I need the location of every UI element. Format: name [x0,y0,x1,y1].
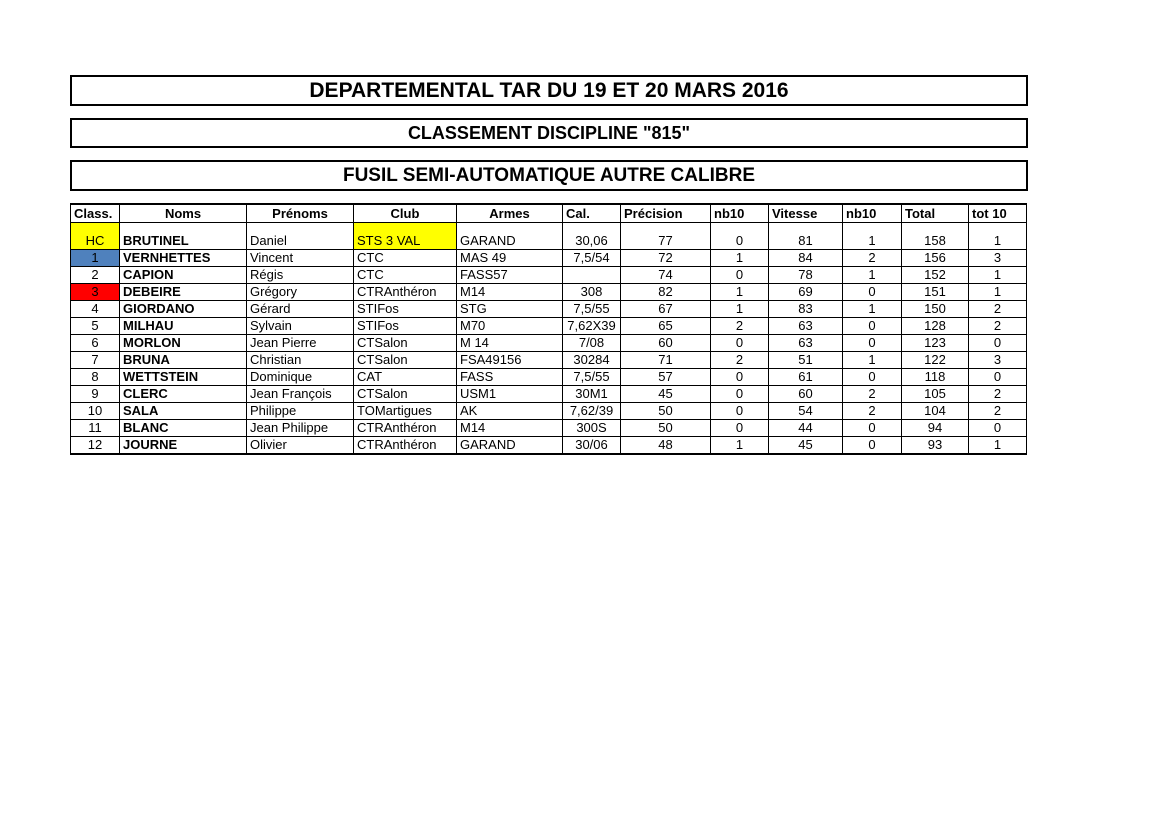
cell-club: CTRAnthéron [354,437,457,455]
cell-tot10: 0 [969,335,1027,352]
cell-calibre: 30,06 [563,223,621,250]
cell-nb10-precision: 2 [711,352,769,369]
cell-club: CTRAnthéron [354,420,457,437]
cell-rank: 5 [71,318,120,335]
cell-precision: 67 [621,301,711,318]
table-row [71,386,1027,403]
cell-nom: VERNHETTES [120,250,247,267]
cell-nb10-vitesse: 0 [843,284,902,301]
col-header-vitesse: Vitesse [769,204,843,223]
cell-total: 93 [902,437,969,455]
cell-precision: 77 [621,223,711,250]
table-row [71,420,1027,437]
cell-calibre [563,267,621,284]
cell-tot10: 1 [969,267,1027,284]
cell-total: 152 [902,267,969,284]
cell-nb10-precision: 0 [711,386,769,403]
cell-prenom: Dominique [247,369,354,386]
cell-total: 150 [902,301,969,318]
table-row [71,369,1027,386]
cell-precision: 65 [621,318,711,335]
cell-precision: 74 [621,267,711,284]
cell-nb10-vitesse: 1 [843,352,902,369]
discipline-title: CLASSEMENT DISCIPLINE "815" [70,118,1028,148]
cell-nom: MORLON [120,335,247,352]
cell-nom: DEBEIRE [120,284,247,301]
cell-nb10-precision: 0 [711,420,769,437]
cell-vitesse: 78 [769,267,843,284]
cell-calibre: 7,62X39 [563,318,621,335]
cell-total: 151 [902,284,969,301]
cell-total: 118 [902,369,969,386]
cell-nom: CLERC [120,386,247,403]
cell-tot10: 2 [969,318,1027,335]
cell-rank: 12 [71,437,120,455]
cell-vitesse: 69 [769,284,843,301]
cell-precision: 82 [621,284,711,301]
cell-club: STIFos [354,318,457,335]
cell-nb10-precision: 0 [711,403,769,420]
cell-vitesse: 63 [769,318,843,335]
cell-nb10-vitesse: 0 [843,369,902,386]
cell-rank: 2 [71,267,120,284]
cell-precision: 48 [621,437,711,455]
cell-vitesse: 60 [769,386,843,403]
table-row [71,284,1027,301]
cell-nb10-vitesse: 2 [843,386,902,403]
cell-calibre: 30/06 [563,437,621,455]
cell-calibre: 7,5/55 [563,301,621,318]
cell-nb10-precision: 1 [711,284,769,301]
cell-vitesse: 63 [769,335,843,352]
col-header-prenoms: Prénoms [247,204,354,223]
cell-club: STIFos [354,301,457,318]
cell-prenom: Grégory [247,284,354,301]
cell-club: CTC [354,250,457,267]
cell-prenom: Gérard [247,301,354,318]
cell-nom: SALA [120,403,247,420]
cell-nb10-precision: 0 [711,267,769,284]
col-header-cal: Cal. [563,204,621,223]
header-row [71,204,1027,223]
cell-total: 123 [902,335,969,352]
cell-arme: M14 [457,420,563,437]
cell-precision: 57 [621,369,711,386]
cell-rank: 6 [71,335,120,352]
cell-rank: 7 [71,352,120,369]
cell-tot10: 1 [969,284,1027,301]
cell-club: CTC [354,267,457,284]
cell-vitesse: 84 [769,250,843,267]
cell-nom: BLANC [120,420,247,437]
category-title: FUSIL SEMI-AUTOMATIQUE AUTRE CALIBRE [70,160,1028,191]
cell-precision: 50 [621,403,711,420]
cell-nb10-precision: 0 [711,223,769,250]
table-row [71,352,1027,369]
cell-nom: CAPION [120,267,247,284]
cell-nom: WETTSTEIN [120,369,247,386]
table-row [71,267,1027,284]
cell-prenom: Sylvain [247,318,354,335]
cell-precision: 50 [621,420,711,437]
table-row [71,437,1027,455]
col-header-class: Class. [71,204,120,223]
cell-precision: 72 [621,250,711,267]
cell-calibre: 7,62/39 [563,403,621,420]
cell-precision: 45 [621,386,711,403]
cell-prenom: Jean Pierre [247,335,354,352]
col-header-precision: Précision [621,204,711,223]
cell-calibre: 7/08 [563,335,621,352]
cell-calibre: 7,5/55 [563,369,621,386]
table-row [71,335,1027,352]
cell-calibre: 30284 [563,352,621,369]
cell-arme: FASS [457,369,563,386]
cell-nb10-vitesse: 0 [843,420,902,437]
cell-nb10-precision: 1 [711,250,769,267]
table-row [71,403,1027,420]
cell-rank: HC [71,223,120,250]
cell-tot10: 3 [969,250,1027,267]
col-header-armes: Armes [457,204,563,223]
cell-nb10-precision: 0 [711,335,769,352]
cell-prenom: Jean Philippe [247,420,354,437]
cell-prenom: Philippe [247,403,354,420]
cell-tot10: 0 [969,369,1027,386]
cell-calibre: 300S [563,420,621,437]
cell-nb10-precision: 2 [711,318,769,335]
cell-vitesse: 51 [769,352,843,369]
cell-arme: GARAND [457,223,563,250]
cell-nb10-vitesse: 2 [843,250,902,267]
cell-nom: MILHAU [120,318,247,335]
cell-vitesse: 61 [769,369,843,386]
cell-arme: M14 [457,284,563,301]
cell-nb10-precision: 1 [711,301,769,318]
cell-rank: 10 [71,403,120,420]
results-table [70,203,1027,455]
cell-rank: 11 [71,420,120,437]
cell-nom: BRUTINEL [120,223,247,250]
cell-arme: MAS 49 [457,250,563,267]
cell-rank: 9 [71,386,120,403]
cell-club: CTRAnthéron [354,284,457,301]
cell-arme: FASS57 [457,267,563,284]
cell-rank: 1 [71,250,120,267]
cell-prenom: Daniel [247,223,354,250]
cell-tot10: 1 [969,223,1027,250]
cell-nb10-vitesse: 1 [843,223,902,250]
cell-nb10-vitesse: 1 [843,301,902,318]
cell-calibre: 7,5/54 [563,250,621,267]
table-row [71,301,1027,318]
cell-calibre: 30M1 [563,386,621,403]
cell-precision: 60 [621,335,711,352]
cell-nb10-precision: 1 [711,437,769,455]
cell-prenom: Jean François [247,386,354,403]
table-row [71,250,1027,267]
cell-total: 128 [902,318,969,335]
cell-vitesse: 44 [769,420,843,437]
cell-arme: M70 [457,318,563,335]
cell-nb10-vitesse: 2 [843,403,902,420]
cell-nb10-vitesse: 0 [843,335,902,352]
cell-vitesse: 83 [769,301,843,318]
cell-tot10: 2 [969,403,1027,420]
cell-calibre: 308 [563,284,621,301]
cell-total: 105 [902,386,969,403]
cell-club: CTSalon [354,335,457,352]
col-header-noms: Noms [120,204,247,223]
cell-tot10: 0 [969,420,1027,437]
cell-vitesse: 54 [769,403,843,420]
cell-club: CTSalon [354,352,457,369]
cell-precision: 71 [621,352,711,369]
cell-club: TOMartigues [354,403,457,420]
cell-prenom: Christian [247,352,354,369]
cell-total: 158 [902,223,969,250]
cell-nom: JOURNE [120,437,247,455]
cell-tot10: 1 [969,437,1027,455]
cell-arme: AK [457,403,563,420]
col-header-nb10-vitesse: nb10 [843,204,902,223]
cell-vitesse: 45 [769,437,843,455]
cell-total: 156 [902,250,969,267]
cell-nb10-vitesse: 1 [843,267,902,284]
cell-vitesse: 81 [769,223,843,250]
cell-total: 122 [902,352,969,369]
cell-tot10: 2 [969,301,1027,318]
cell-arme: USM1 [457,386,563,403]
cell-rank: 8 [71,369,120,386]
col-header-tot10: tot 10 [969,204,1027,223]
cell-total: 94 [902,420,969,437]
cell-tot10: 3 [969,352,1027,369]
cell-nom: BRUNA [120,352,247,369]
cell-arme: GARAND [457,437,563,455]
cell-prenom: Olivier [247,437,354,455]
cell-arme: FSA49156 [457,352,563,369]
cell-nb10-precision: 0 [711,369,769,386]
main-title: DEPARTEMENTAL TAR DU 19 ET 20 MARS 2016 [70,75,1028,106]
col-header-club: Club [354,204,457,223]
cell-tot10: 2 [969,386,1027,403]
col-header-total: Total [902,204,969,223]
cell-nom: GIORDANO [120,301,247,318]
cell-prenom: Vincent [247,250,354,267]
cell-arme: STG [457,301,563,318]
cell-rank: 3 [71,284,120,301]
cell-club: STS 3 VAL [354,223,457,250]
cell-nb10-vitesse: 0 [843,437,902,455]
table-row [71,318,1027,335]
cell-club: CTSalon [354,386,457,403]
cell-rank: 4 [71,301,120,318]
cell-total: 104 [902,403,969,420]
cell-club: CAT [354,369,457,386]
table-row [71,223,1027,250]
cell-arme: M 14 [457,335,563,352]
cell-nb10-vitesse: 0 [843,318,902,335]
col-header-nb10-precision: nb10 [711,204,769,223]
cell-prenom: Régis [247,267,354,284]
